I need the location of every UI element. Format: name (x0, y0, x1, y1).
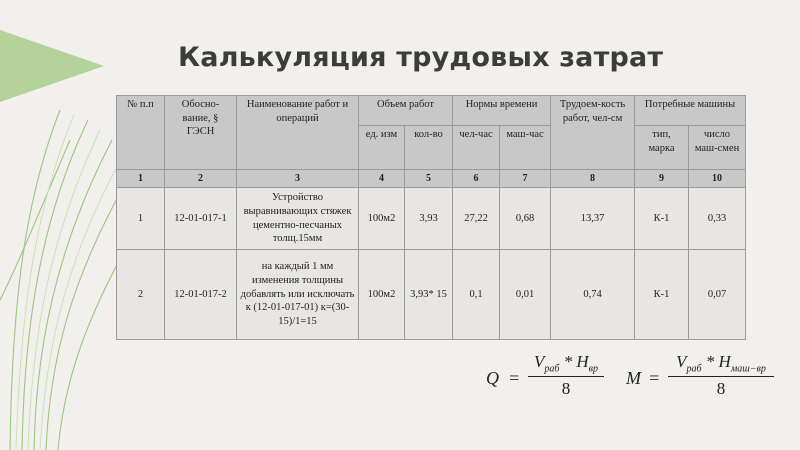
formula-m-equals: = (648, 368, 661, 388)
row-machine: К-1 (635, 188, 689, 250)
header-type: тип, марка (635, 126, 689, 170)
header-shifts: число маш-смен (689, 126, 746, 170)
row-shifts: 0,33 (689, 188, 746, 250)
column-numbers-row (117, 170, 746, 188)
column-number: 6 (453, 170, 500, 188)
fraction-bar (668, 376, 774, 377)
column-number: 9 (635, 170, 689, 188)
formula-q-lhs: Q (486, 368, 499, 388)
row-work-name: Устройство выравнивающих стяжек цементно-песчаных толщ.15мм (237, 188, 359, 250)
header-volume: Объем работ (359, 96, 453, 126)
column-number: 2 (165, 170, 237, 188)
column-number: 3 (237, 170, 359, 188)
formula-q-denominator: 8 (561, 379, 571, 399)
page-title: Калькуляция трудовых затрат (178, 42, 664, 73)
row-unit: 100м2 (359, 250, 405, 340)
formula-m-lhs: M (626, 368, 641, 388)
formula-q-equals: = (508, 368, 521, 388)
row-machine-hours: 0,01 (500, 250, 551, 340)
row-labor: 0,74 (551, 250, 635, 340)
row-machine-hours: 0,68 (500, 188, 551, 250)
header-works: Наименование работ и операций (237, 96, 359, 170)
row-qty: 3,93* 15 (405, 250, 453, 340)
accent-triangle (0, 30, 104, 102)
formula-m-fraction (668, 352, 774, 399)
column-number: 1 (117, 170, 165, 188)
row-num: 1 (117, 188, 165, 250)
column-number: 8 (551, 170, 635, 188)
header-machine-hours: маш-час (500, 126, 551, 170)
header-norms: Нормы времени (453, 96, 551, 126)
header-labor: Трудоем-кость работ, чел-см (551, 96, 635, 170)
row-man-hours: 27,22 (453, 188, 500, 250)
formula-m-denominator: 8 (716, 379, 726, 399)
formula-q-numerator: $V_{раб} * H_{вр}$ (533, 352, 599, 375)
header-machines: Потребные машины (635, 96, 746, 126)
header-unit: ед. изм (359, 126, 405, 170)
header-man-hours: чел-час (453, 126, 500, 170)
formula-q-fraction (528, 352, 604, 399)
row-man-hours: 0,1 (453, 250, 500, 340)
row-unit: 100м2 (359, 188, 405, 250)
header-qty: кол-во (405, 126, 453, 170)
header-basis: Обосно-вание, § ГЭСН (165, 96, 237, 170)
fraction-bar (528, 376, 604, 377)
row-basis: 12-01-017-2 (165, 250, 237, 340)
row-work-name: на каждый 1 мм изменения толщины добавлять или исключать к (12-01-017-01) к=(30-15)/1=15 (237, 250, 359, 340)
header-num: № п.п (117, 96, 165, 170)
row-qty: 3,93 (405, 188, 453, 250)
row-basis: 12-01-017-1 (165, 188, 237, 250)
row-num: 2 (117, 250, 165, 340)
table-row (117, 250, 746, 340)
column-number: 10 (689, 170, 746, 188)
formula-m (626, 352, 776, 412)
row-shifts: 0,07 (689, 250, 746, 340)
labor-cost-table (116, 95, 746, 340)
row-machine: К-1 (635, 250, 689, 340)
header-row-1 (117, 96, 746, 126)
column-number: 5 (405, 170, 453, 188)
formula-q (486, 352, 606, 412)
column-number: 4 (359, 170, 405, 188)
table-row (117, 188, 746, 250)
column-number: 7 (500, 170, 551, 188)
formula-m-numerator: $V_{раб} * H_{маш-вр}$ (676, 352, 766, 375)
row-labor: 13,37 (551, 188, 635, 250)
